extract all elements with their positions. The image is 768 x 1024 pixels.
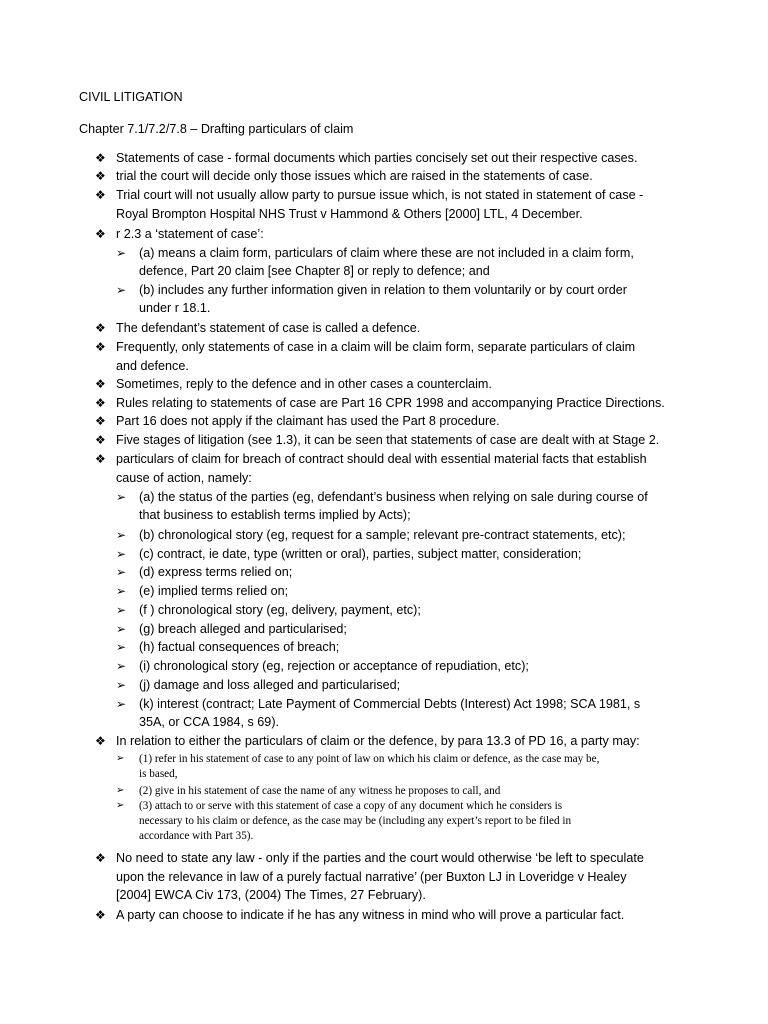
- list-item-text: cause of action, namely:: [116, 470, 252, 485]
- diamond-bullet-icon: ❖: [95, 321, 106, 335]
- arrow-bullet-icon: ➢: [116, 603, 127, 617]
- list-item-text: Trial court will not usually allow party to pursue issue which, is not stated in statement of case -: [116, 188, 644, 202]
- arrow-bullet-icon: ➢: [116, 659, 127, 673]
- list-item-text: necessary to his claim or defence, as the case may be (including any expert’s report to be filed in: [139, 815, 572, 827]
- arrow-bullet-icon: ➢: [116, 622, 127, 636]
- arrow-bullet-icon: ➢: [116, 753, 125, 764]
- list-item-text: and defence.: [116, 358, 189, 373]
- diamond-bullet-icon: ❖: [95, 227, 106, 241]
- diamond-bullet-icon: ❖: [95, 734, 106, 748]
- list-item-text: 35A, or CCA 1984, s 69).: [139, 715, 280, 729]
- arrow-bullet-icon: ➢: [116, 640, 127, 654]
- arrow-bullet-icon: ➢: [116, 678, 127, 692]
- list-item-text: defence, Part 20 claim [see Chapter 8] or reply to defence; and: [139, 264, 490, 278]
- arrow-bullet-icon: ➢: [116, 246, 127, 260]
- list-item-text: (a) the status of the parties (eg, defendant’s business when relying on sale during course of: [139, 490, 648, 504]
- arrow-bullet-icon: ➢: [116, 800, 125, 811]
- arrow-bullet-icon: ➢: [116, 584, 127, 598]
- list-item-text: The defendant’s statement of case is called a defence.: [116, 321, 421, 335]
- list-item-text: (b) includes any further information given in relation to them voluntarily or by court order: [139, 283, 627, 297]
- diamond-bullet-icon: ❖: [95, 908, 106, 922]
- list-item-text: Royal Brompton Hospital NHS Trust v Hammond & Others [2000] LTL, 4 December.: [116, 206, 583, 221]
- arrow-bullet-icon: ➢: [116, 547, 127, 561]
- diamond-bullet-icon: ❖: [95, 340, 106, 354]
- diamond-bullet-icon: ❖: [95, 396, 106, 410]
- list-item-text: (f ) chronological story (eg, delivery, payment, etc);: [139, 603, 421, 617]
- list-item-text: (c) contract, ie date, type (written or oral), parties, subject matter, consideration;: [139, 547, 582, 561]
- list-item-text: (h) factual consequences of breach;: [139, 640, 340, 654]
- list-item-text: Sometimes, reply to the defence and in other cases a counterclaim.: [116, 377, 492, 391]
- list-item-text: (3) attach to or serve with this statement of case a copy of any document which he considers is: [139, 800, 563, 812]
- diamond-bullet-icon: ❖: [95, 433, 106, 447]
- list-item-text: trial the court will decide only those issues which are raised in the statements of case.: [116, 169, 593, 183]
- list-item-text: In relation to either the particulars of claim or the defence, by para 13.3 of PD 16, a party may:: [116, 734, 640, 748]
- list-item-text: r 2.3 a ‘statement of case’:: [116, 227, 264, 241]
- list-item-text: accordance with Part 35).: [139, 830, 254, 842]
- arrow-bullet-icon: ➢: [116, 528, 127, 542]
- diamond-bullet-icon: ❖: [95, 151, 106, 165]
- arrow-bullet-icon: ➢: [116, 490, 127, 504]
- list-item-text: (g) breach alleged and particularised;: [139, 622, 347, 636]
- list-item-text: Statements of case - formal documents which parties concisely set out their respective cases.: [116, 151, 638, 165]
- arrow-bullet-icon: ➢: [116, 283, 127, 297]
- diamond-bullet-icon: ❖: [95, 377, 106, 391]
- list-item-text: (e) implied terms relied on;: [139, 584, 289, 598]
- diamond-bullet-icon: ❖: [95, 188, 106, 202]
- list-item-text: that business to establish terms implied by Acts);: [139, 508, 411, 522]
- arrow-bullet-icon: ➢: [116, 565, 127, 579]
- list-item-text: Part 16 does not apply if the claimant has used the Part 8 procedure.: [116, 414, 500, 428]
- list-item-text: (i) chronological story (eg, rejection or acceptance of repudiation, etc);: [139, 659, 529, 673]
- list-item-text: (a) means a claim form, particulars of claim where these are not included in a claim form,: [139, 246, 634, 260]
- diamond-bullet-icon: ❖: [95, 851, 106, 865]
- arrow-bullet-icon: ➢: [116, 697, 127, 711]
- list-item-text: (d) express terms relied on;: [139, 565, 293, 579]
- list-item-text: (j) damage and loss alleged and particularised;: [139, 678, 401, 692]
- list-item-text: (b) chronological story (eg, request for a sample; relevant pre-contract statements, etc);: [139, 528, 626, 542]
- list-item-text: upon the relevance in law of a purely factual narrative’ (per Buxton LJ in Loveridge v Healey: [116, 869, 627, 884]
- arrow-bullet-icon: ➢: [116, 785, 125, 796]
- document-title: CIVIL LITIGATION: [79, 90, 183, 104]
- list-item-text: (2) give in his statement of case the name of any witness he proposes to call, and: [139, 785, 501, 797]
- list-item-text: (k) interest (contract; Late Payment of Commercial Debts (Interest) Act 1998; SCA 1981, s: [139, 697, 641, 711]
- list-item-text: is based,: [139, 768, 178, 780]
- list-item-text: Rules relating to statements of case are Part 16 CPR 1998 and accompanying Practice Directions.: [116, 396, 665, 410]
- list-item-text: Frequently, only statements of case in a claim will be claim form, separate particulars of claim: [116, 340, 636, 354]
- list-item-text: Five stages of litigation (see 1.3), it can be seen that statements of case are dealt with at Stage 2.: [116, 433, 660, 447]
- list-item-text: A party can choose to indicate if he has any witness in mind who will prove a particular fact.: [116, 908, 625, 922]
- list-item-text: particulars of claim for breach of contract should deal with essential material facts that establish: [116, 452, 647, 466]
- diamond-bullet-icon: ❖: [95, 414, 106, 428]
- list-item-text: [2004] EWCA Civ 173, (2004) The Times, 27 February).: [116, 888, 426, 902]
- list-item-text: No need to state any law - only if the parties and the court would otherwise ‘be left to speculate: [116, 851, 644, 865]
- list-item-text: under r 18.1.: [139, 301, 211, 315]
- list-item-text: (1) refer in his statement of case to any point of law on which his claim or defence, as the case may be,: [139, 753, 600, 765]
- diamond-bullet-icon: ❖: [95, 452, 106, 466]
- diamond-bullet-icon: ❖: [95, 169, 106, 183]
- chapter-heading: Chapter 7.1/7.2/7.8 – Drafting particulars of claim: [79, 122, 354, 136]
